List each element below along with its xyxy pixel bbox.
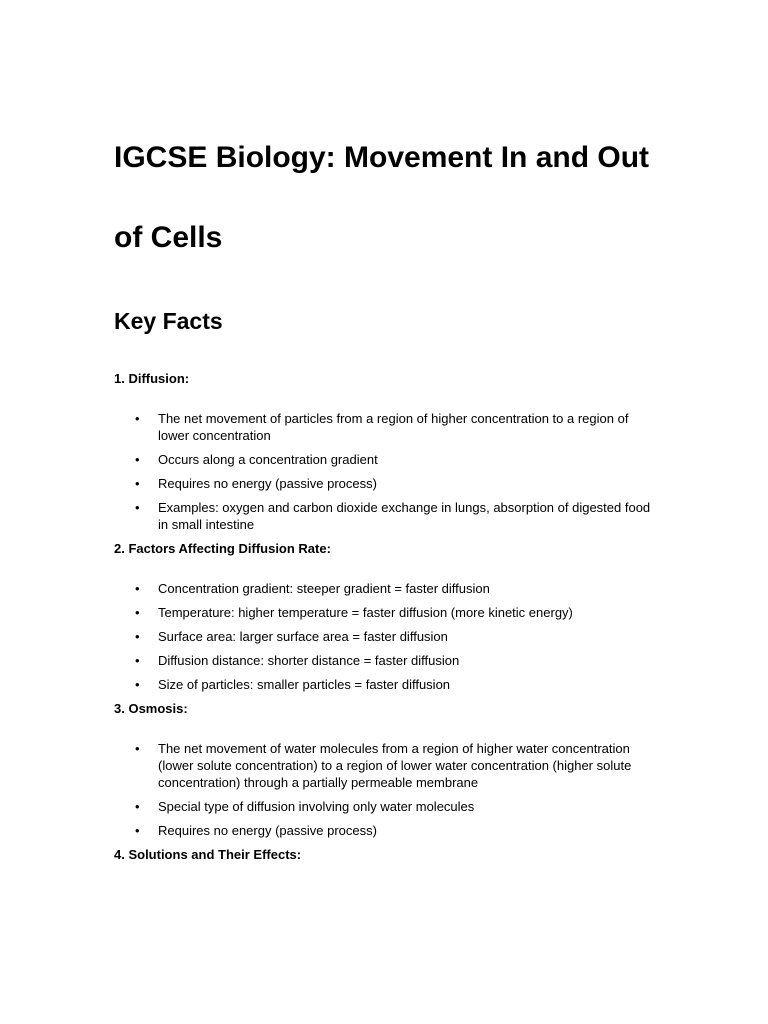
list-item <box>135 740 658 791</box>
bullet-icon: • <box>135 653 140 668</box>
bullet-icon: • <box>135 452 140 467</box>
list-item-text: Surface area: larger surface area = faster diffusion <box>158 629 448 644</box>
list-item <box>135 652 658 669</box>
list-item <box>135 604 658 621</box>
section-osmosis <box>114 700 674 839</box>
bullet-icon: • <box>135 500 140 515</box>
list-item-text: The net movement of particles from a region of higher concentration to a region of lower concentration <box>158 411 629 443</box>
section-diffusion <box>114 370 674 533</box>
key-facts-heading: Key Facts <box>114 308 223 334</box>
bullet-icon: • <box>135 476 140 491</box>
bullet-icon: • <box>135 823 140 838</box>
list-item-text: Requires no energy (passive process) <box>158 823 377 838</box>
sections-container <box>114 370 674 886</box>
bullet-icon: • <box>135 799 140 814</box>
list-item <box>135 475 658 492</box>
list-item <box>135 822 658 839</box>
section-heading: 3. Osmosis: <box>114 701 188 716</box>
list-item <box>135 451 658 468</box>
list-item <box>135 580 658 597</box>
list-item-text: Examples: oxygen and carbon dioxide exchange in lungs, absorption of digested food in small intestine <box>158 500 651 532</box>
list-item <box>135 410 658 444</box>
document-title: IGCSE Biology: Movement In and Out of Cells <box>114 141 650 254</box>
list-item <box>135 628 658 645</box>
bullet-icon: • <box>135 677 140 692</box>
bullet-icon: • <box>135 629 140 644</box>
list-item-text: Occurs along a concentration gradient <box>158 452 378 467</box>
list-item-text: Temperature: higher temperature = faster diffusion (more kinetic energy) <box>158 605 573 620</box>
list-item <box>135 499 658 533</box>
section-heading: 2. Factors Affecting Diffusion Rate: <box>114 541 331 556</box>
bullet-icon: • <box>135 581 140 596</box>
list-item-text: Requires no energy (passive process) <box>158 476 377 491</box>
bullet-icon: • <box>135 741 140 756</box>
list-item-text: Concentration gradient: steeper gradient = faster diffusion <box>158 581 490 596</box>
list-item-text: Diffusion distance: shorter distance = faster diffusion <box>158 653 460 668</box>
section-heading: 4. Solutions and Their Effects: <box>114 847 302 862</box>
bullet-icon: • <box>135 605 140 620</box>
section-solutions-and-effects <box>114 846 674 864</box>
list-item <box>135 798 658 815</box>
list-item-text: Size of particles: smaller particles = faster diffusion <box>158 677 451 692</box>
bullet-list <box>114 580 674 693</box>
section-factors-affecting-diffusion <box>114 540 674 693</box>
bullet-list <box>114 410 674 533</box>
section-heading: 1. Diffusion: <box>114 371 190 386</box>
list-item-text: Special type of diffusion involving only water molecules <box>158 799 475 814</box>
bullet-icon: • <box>135 411 140 426</box>
bullet-list <box>114 740 674 839</box>
list-item <box>135 676 658 693</box>
list-item-text: The net movement of water molecules from a region of higher water concentration (lower solute concentration) to a region of lower water concentration (higher solute concentration) through a partially permeable membrane <box>158 741 632 790</box>
